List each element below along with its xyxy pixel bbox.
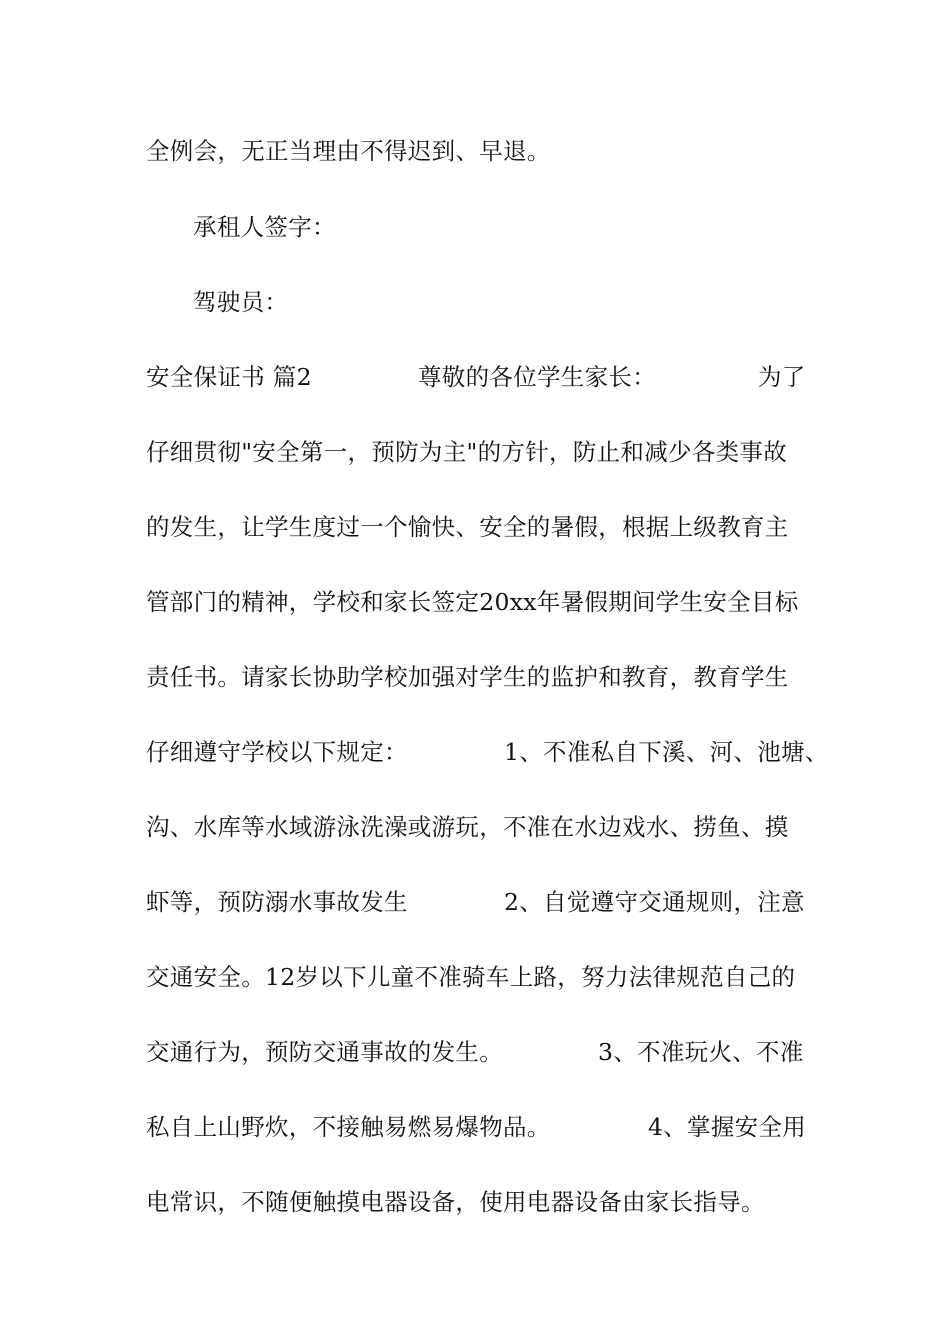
rule-item-3: 3、不准玩火、不准 [598,1038,804,1066]
text-line [146,885,826,919]
text-line [146,1110,826,1144]
text-segment: 虾等，预防溺水事故发生 [146,888,408,916]
driver-label: 驾驶员： [193,288,289,316]
text-line [146,1035,826,1069]
rule-item-2: 2、自觉遵守交通规则，注意 [504,888,805,916]
text-line: 沟、水库等水域游泳洗澡或游玩，不准在水边戏水、捞鱼、摸 [146,813,789,841]
text-line: 仔细贯彻"安全第一，预防为主"的方针，防止和减少各类事故 [146,438,788,466]
text-line: 电常识，不随便触摸电器设备，使用电器设备由家长指导。 [146,1188,765,1216]
lessee-signature-label: 承租人签字： [193,213,336,241]
salutation: 尊敬的各位学生家长： [418,363,656,391]
text-segment: 私自上山野炊，不接触易燃易爆物品。 [146,1113,551,1141]
text-line: 的发生，让学生度过一个愉快、安全的暑假，根据上级教育主 [146,513,789,541]
text-line: 全例会，无正当理由不得迟到、早退。 [146,137,551,165]
text-segment: 交通行为，预防交通事故的发生。 [146,1038,503,1066]
text-line: 管部门的精神，学校和家长签定20xx年暑假期间学生安全目标 [146,588,799,616]
text-line [146,735,836,769]
section-heading-line [146,360,806,394]
text-segment: 仔细遵守学校以下规定： [146,738,408,766]
text-line: 交通安全。12岁以下儿童不准骑车上路，努力法律规范自己的 [146,963,796,991]
text-segment: 为了 [758,363,806,391]
text-line: 责任书。请家长协助学校加强对学生的监护和教育，教育学生 [146,663,789,691]
section-title: 安全保证书 篇2 [146,363,312,391]
rule-item-4: 4、掌握安全用 [648,1113,807,1141]
rule-item-1: 1、不准私自下溪、河、池塘、 [504,738,829,766]
